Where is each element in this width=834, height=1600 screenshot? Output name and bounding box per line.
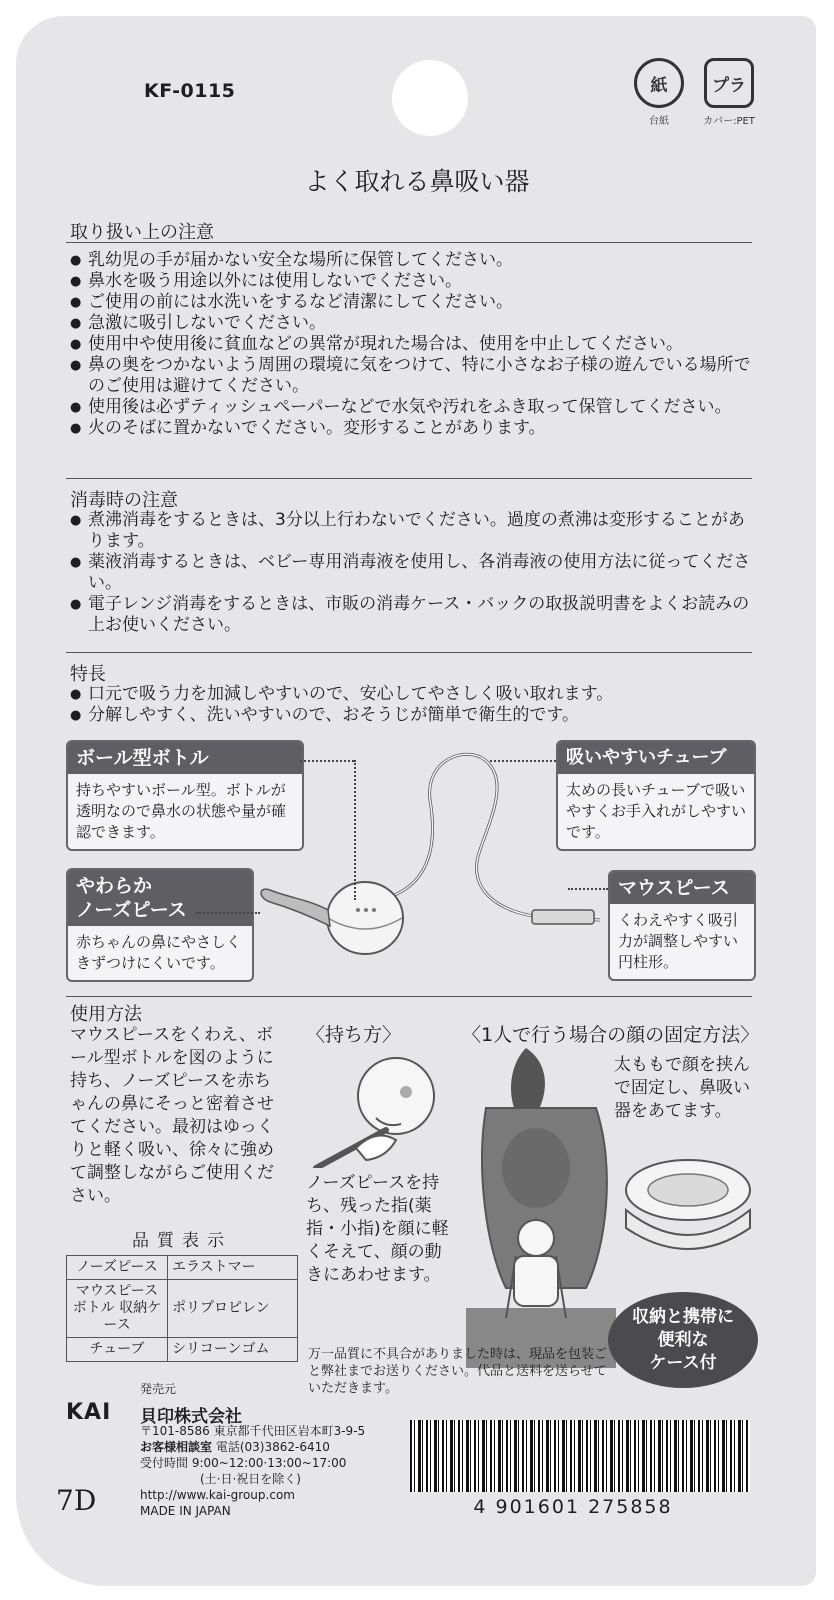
box-body: 太めの長いチューブで吸いやすくお手入れがしやすいです。 bbox=[566, 781, 747, 841]
company-name: 貝印株式会社 bbox=[140, 1407, 242, 1427]
list-item: ● 鼻の奥をつかないよう周囲の環境に気をつけて、特に小さなお子様の遊んでいる場所でのご使用は避けてください。 bbox=[70, 355, 760, 397]
list-item: ● 火のそばに置かないでください。変形することがあります。 bbox=[70, 418, 760, 439]
bottle-shape bbox=[327, 882, 403, 954]
table-row: チューブ シリコーンゴム bbox=[67, 1338, 298, 1362]
table-row: ノーズピース エラストマー bbox=[67, 1256, 298, 1280]
list-item: ● 使用中や使用後に貧血などの異常が現れた場合は、使用を中止してください。 bbox=[70, 334, 760, 355]
leader-line bbox=[300, 760, 354, 762]
plastic-recycle-icon: プラ カバー:PET bbox=[694, 58, 764, 127]
list-item: ● 薬液消毒するときは、ベビー専用消毒液を使用し、各消毒液の使用方法に従ってください。 bbox=[70, 552, 760, 594]
quality-label bbox=[66, 1226, 298, 1362]
list-item: ● 煮沸消毒をするときは、3分以上行わないでください。過度の煮沸は変形することがあります。 bbox=[70, 510, 760, 552]
box-title: やわらか ノーズピース bbox=[68, 870, 252, 926]
divider bbox=[66, 996, 752, 997]
lot-code: 7D bbox=[56, 1484, 97, 1517]
barcode-number: 4 901601 275858 bbox=[473, 1496, 673, 1518]
list-item: ● 口元で吸う力を加減しやすいので、安心してやさしく吸い取れます。 bbox=[70, 684, 760, 705]
box-title: ボール型ボトル bbox=[68, 742, 302, 774]
quality-title: 品質表示 bbox=[132, 1231, 232, 1251]
hang-hole bbox=[392, 60, 468, 136]
usage-title: 使用方法 bbox=[70, 1004, 142, 1025]
support-closed: (土·日·祝日を除く) bbox=[200, 1472, 301, 1486]
features-title: 特長 bbox=[70, 664, 106, 685]
case-bubble: 収納と携帯に 便利な ケース付 bbox=[608, 1292, 758, 1388]
divider bbox=[66, 242, 752, 243]
quality-notice: 万一品質に不具合がありました時は、現品を包装ご と弊社までお送りください。代品と送料を送らせていただきます。 bbox=[308, 1347, 608, 1396]
nosepiece-shape bbox=[261, 889, 330, 926]
list-item: ● 乳幼児の手が届かない安全な場所に保管してください。 bbox=[70, 250, 760, 271]
bottle-feature-box bbox=[66, 740, 304, 851]
table-row: マウスピース ボトル 収納ケース ポリプロピレン bbox=[67, 1280, 298, 1338]
leader-line bbox=[568, 888, 608, 890]
barcode bbox=[410, 1420, 750, 1492]
solo-illustration bbox=[466, 1048, 616, 1368]
tube-feature-box bbox=[556, 740, 756, 851]
seller-label: 発売元 bbox=[140, 1382, 177, 1396]
mouthpiece-shape bbox=[532, 910, 594, 924]
product-title: よく取れる鼻吸い器 bbox=[304, 167, 530, 196]
box-body: くわえやすく吸引力が調整しやすい円柱形。 bbox=[618, 911, 739, 971]
divider bbox=[66, 652, 752, 653]
list-item: ● 電子レンジ消毒をするときは、市販の消毒ケース・バックの取扱説明書をよくお読みの上お使いください。 bbox=[70, 594, 760, 636]
support-line: お客様相談室 電話(03)3862-6410 bbox=[140, 1440, 330, 1454]
box-title: 吸いやすいチューブ bbox=[558, 742, 754, 774]
support-hours: 受付時間 9:00~12:00·13:00~17:00 bbox=[140, 1456, 347, 1470]
handling-title: 取り扱い上の注意 bbox=[70, 222, 214, 243]
model-number: KF-0115 bbox=[144, 80, 236, 102]
website-url: http://www.kai-group.com bbox=[140, 1488, 295, 1502]
leader-line bbox=[354, 760, 356, 900]
box-title: マウスピース bbox=[610, 872, 754, 904]
holding-illustration bbox=[306, 1048, 456, 1168]
company-address: 〒101-8586 東京都千代田区岩本町3-9-5 bbox=[140, 1424, 366, 1438]
disinfection-list bbox=[70, 510, 760, 636]
hold-text: ノーズピースを持ち、残った指(薬指・小指)を顔に軽くそえて、顔の動きにあわせます。 bbox=[306, 1173, 449, 1285]
list-item: ● 鼻水を吸う用途以外には使用しないでください。 bbox=[70, 271, 760, 292]
origin: MADE IN JAPAN bbox=[140, 1504, 231, 1518]
solo-text: 太ももで顔を挟んで固定し、鼻吸い器をあてます。 bbox=[614, 1055, 750, 1121]
disinfection-title: 消毒時の注意 bbox=[70, 490, 178, 511]
mouthpiece-feature-box bbox=[608, 870, 756, 981]
handling-list bbox=[70, 250, 760, 439]
box-body: 持ちやすいボール型。ボトルが透明なので鼻水の状態や量が確認できます。 bbox=[76, 781, 287, 841]
case-illustration bbox=[620, 1150, 756, 1260]
list-item: ● 分解しやすく、洗いやすいので、おそうじが簡単で衛生的です。 bbox=[70, 705, 760, 726]
leader-line bbox=[490, 760, 556, 762]
usage-text: マウスピースをくわえ、ボール型ボトルを図のように持ち、ノーズピースを赤ちゃんの鼻にそっと密着させてください。最初はゆっくりと軽く吸い、徐々に強めて調整しながらご使用ください。 bbox=[70, 1025, 274, 1206]
solo-title: 〈1人で行う場合の顔の固定方法〉 bbox=[462, 1024, 760, 1046]
list-item: ● 使用後は必ずティッシュペーパーなどで水気や汚れをふき取って保管してください。 bbox=[70, 397, 760, 418]
leader-line bbox=[196, 912, 260, 914]
nosepiece-feature-box bbox=[66, 868, 254, 982]
quality-table bbox=[66, 1255, 298, 1362]
divider bbox=[66, 478, 752, 479]
list-item: ● ご使用の前には水洗いをするなど清潔にしてください。 bbox=[70, 292, 760, 313]
paper-recycle-icon: 紙 台紙 bbox=[630, 58, 688, 127]
features-list bbox=[70, 684, 760, 726]
list-item: ● 急激に吸引しないでください。 bbox=[70, 313, 760, 334]
hold-title: 〈持ち方〉 bbox=[306, 1024, 402, 1046]
box-body: 赤ちゃんの鼻にやさしくきずつけにくいです。 bbox=[76, 933, 242, 972]
kai-logo: KAI bbox=[66, 1400, 112, 1425]
